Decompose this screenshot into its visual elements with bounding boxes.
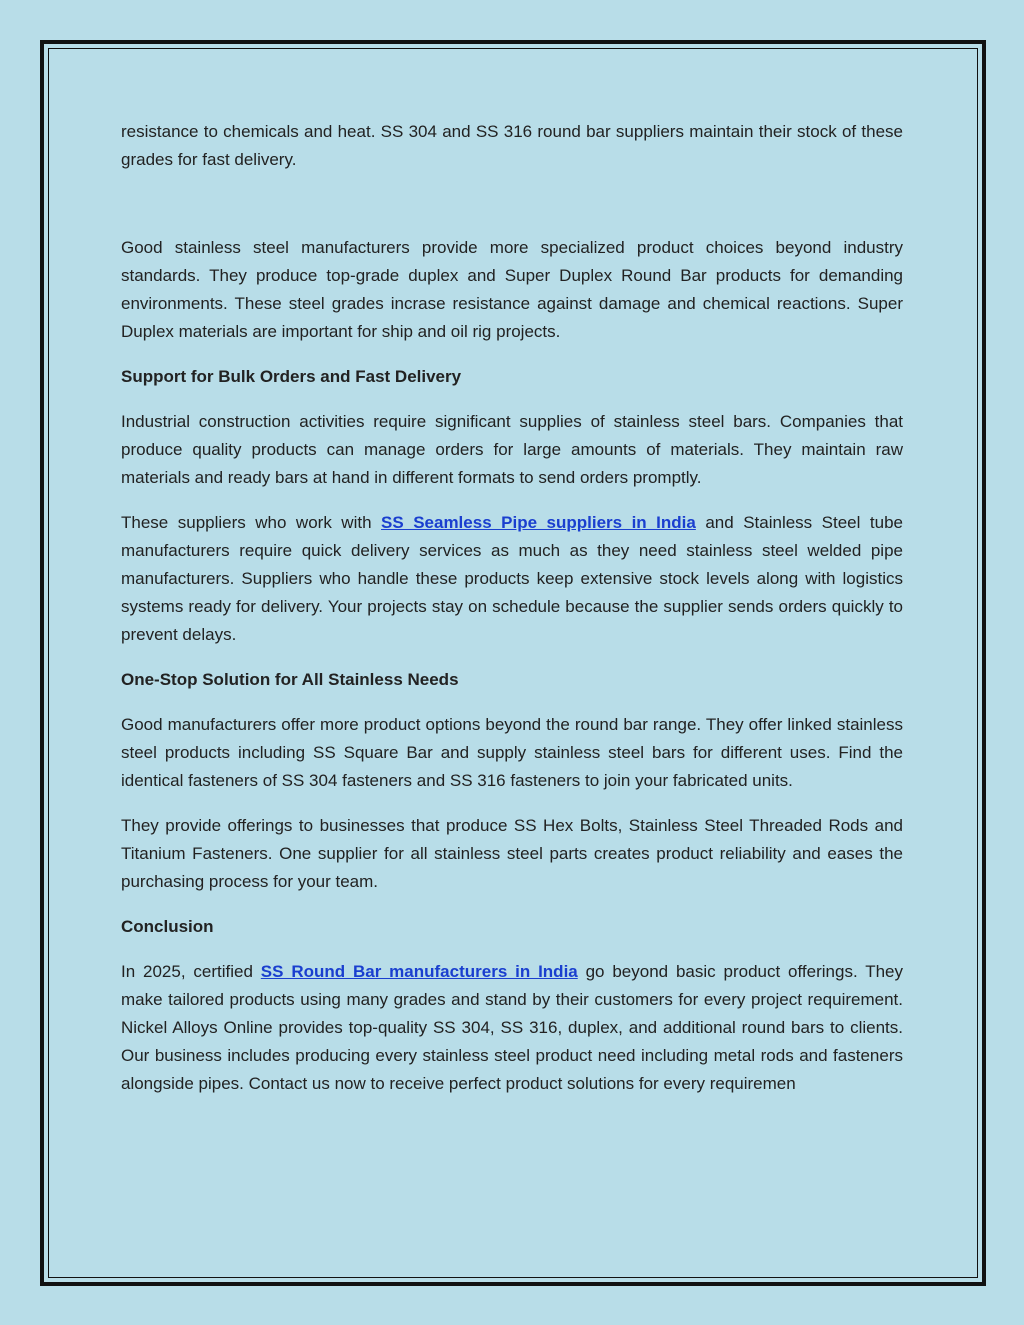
text-segment: go beyond basic product offerings. They make tailored products using many grades and stand by their customers for every project requirement. Nickel Alloys Online provides top-quality SS 304, SS 316, duplex, and additional round bars to clients. Our business includes producing every stainless steel product need including metal rods and fasteners alongside pipes. Contact us now to receive perfect product solutions for every requiremen <box>121 962 904 1093</box>
text-segment: and Stainless Steel tube manufacturers require quick delivery services as much as they need stainless steel welded pipe manufacturers. Suppliers who handle these products keep extensive stock levels along with logistics systems ready for delivery. Your projects stay on schedule because the supplier sends orders quickly to prevent delays. <box>121 513 903 644</box>
text-segment: These suppliers who work with <box>121 513 382 532</box>
paragraph-fastener-offerings: They provide offerings to businesses that produce SS Hex Bolts, Stainless Steel Threaded Rods and Titanium Fasteners. One supplier for all stainless steel parts creates product reliability and eases the purchasing process for your team. <box>121 816 903 891</box>
link-ss-seamless-pipe-suppliers[interactable]: SS Seamless Pipe suppliers in India <box>381 513 696 532</box>
heading-conclusion: Conclusion <box>121 917 214 936</box>
heading-one-stop-solution: One-Stop Solution for All Stainless Needs <box>121 670 459 689</box>
paragraph-intro-continuation: resistance to chemicals and heat. SS 304 and SS 316 round bar suppliers maintain their stock of these grades for fast delivery. <box>121 122 903 169</box>
paragraph-product-options: Good manufacturers offer more product options beyond the round bar range. They offer linked stainless steel products including SS Square Bar and supply stainless steel bars for different uses. Find the identical fasteners of SS 304 fasteners and SS 316 fasteners to join your fabricated units. <box>121 715 903 790</box>
text-segment: In 2025, certified <box>121 962 261 981</box>
paragraph-duplex-products: Good stainless steel manufacturers provide more specialized product choices beyond industry standards. They produce top-grade duplex and Super Duplex Round Bar products for demanding environments. These steel grades incrase resistance against damage and chemical reactions. Super Duplex materials are important for ship and oil rig projects. <box>121 238 903 341</box>
paragraph-bulk-supply: Industrial construction activities require significant supplies of stainless steel bars. Companies that produce quality products can manage orders for large amounts of materials. They maintain raw materials and ready bars at hand in different formats to send orders promptly. <box>121 412 903 487</box>
paragraph-suppliers-delivery <box>121 509 903 649</box>
document-body <box>121 118 903 1098</box>
paragraph-conclusion <box>121 958 903 1098</box>
heading-bulk-orders: Support for Bulk Orders and Fast Delivery <box>121 367 462 386</box>
link-ss-round-bar-manufacturers[interactable]: SS Round Bar manufacturers in India <box>260 962 578 981</box>
